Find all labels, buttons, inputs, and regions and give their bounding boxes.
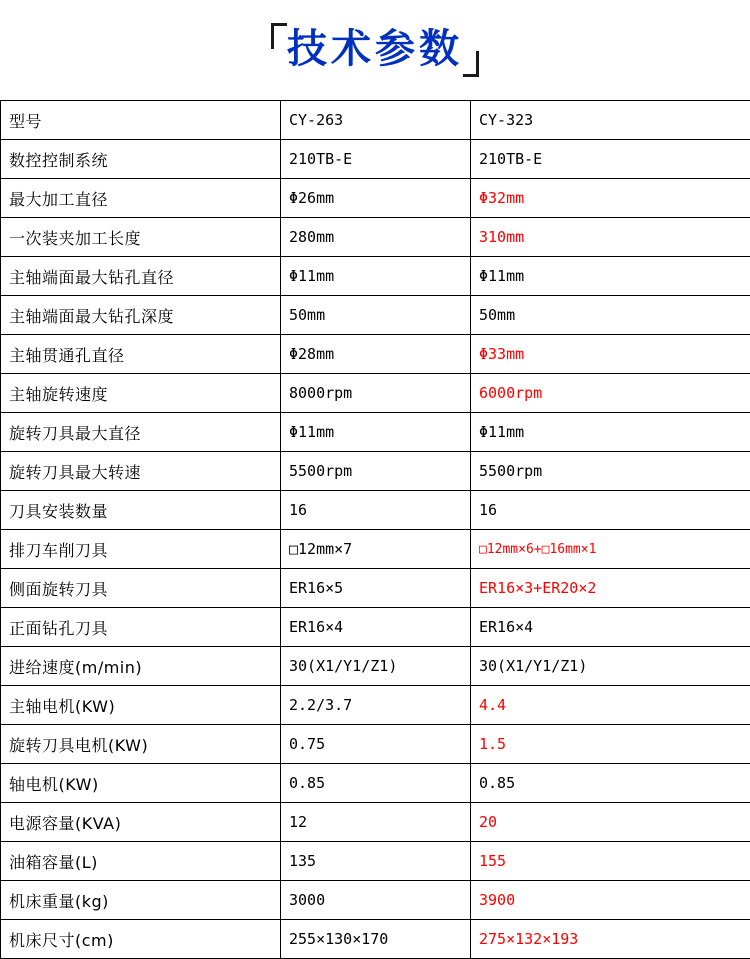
spec-value-cy263-cell: ER16×5 xyxy=(281,569,471,608)
table-row xyxy=(1,725,750,764)
spec-value-cy323-cell: 155 xyxy=(471,842,750,881)
spec-value-cy323-cell: 275×132×193 xyxy=(471,920,750,959)
spec-value-cy323-cell: ER16×3+ER20×2 xyxy=(471,569,750,608)
spec-value-cy263-cell: 210TB-E xyxy=(281,140,471,179)
table-row xyxy=(1,257,750,296)
spec-label-cell: 主轴端面最大钻孔深度 xyxy=(1,296,281,335)
title-frame xyxy=(271,23,479,77)
spec-value-cy263-cell: 50mm xyxy=(281,296,471,335)
spec-value-cy323-cell: Φ33mm xyxy=(471,335,750,374)
spec-value-cy263-cell: 0.85 xyxy=(281,764,471,803)
spec-label-cell: 进给速度(m/min) xyxy=(1,647,281,686)
spec-label-cell: 旋转刀具最大转速 xyxy=(1,452,281,491)
spec-value-cy263-cell: CY-263 xyxy=(281,101,471,140)
spec-value-cy263-cell: 255×130×170 xyxy=(281,920,471,959)
specifications-table-body xyxy=(1,101,750,959)
spec-value-cy323-cell: 3900 xyxy=(471,881,750,920)
spec-value-cy263-cell: 5500rpm xyxy=(281,452,471,491)
table-row xyxy=(1,296,750,335)
spec-value-cy263-cell: □12mm×7 xyxy=(281,530,471,569)
spec-value-cy263-cell: 16 xyxy=(281,491,471,530)
table-row xyxy=(1,491,750,530)
table-row xyxy=(1,218,750,257)
spec-label-cell: 机床重量(kg) xyxy=(1,881,281,920)
spec-label-cell: 排刀车削刀具 xyxy=(1,530,281,569)
spec-value-cy323-cell: ER16×4 xyxy=(471,608,750,647)
spec-value-cy263-cell: Φ11mm xyxy=(281,257,471,296)
spec-value-cy323-cell: 30(X1/Y1/Z1) xyxy=(471,647,750,686)
spec-label-cell: 主轴旋转速度 xyxy=(1,374,281,413)
table-row xyxy=(1,842,750,881)
spec-label-cell: 数控控制系统 xyxy=(1,140,281,179)
spec-value-cy263-cell: Φ28mm xyxy=(281,335,471,374)
spec-label-cell: 旋转刀具最大直径 xyxy=(1,413,281,452)
spec-value-cy323-cell: Φ11mm xyxy=(471,257,750,296)
specifications-table xyxy=(0,100,750,959)
spec-label-cell: 侧面旋转刀具 xyxy=(1,569,281,608)
spec-label-cell: 刀具安装数量 xyxy=(1,491,281,530)
table-row xyxy=(1,608,750,647)
table-row xyxy=(1,374,750,413)
spec-value-cy323-cell: 20 xyxy=(471,803,750,842)
spec-value-cy263-cell: Φ11mm xyxy=(281,413,471,452)
spec-value-cy323-cell: 16 xyxy=(471,491,750,530)
table-row xyxy=(1,179,750,218)
spec-value-cy323-cell: 0.85 xyxy=(471,764,750,803)
table-row xyxy=(1,140,750,179)
spec-value-cy323-cell: 1.5 xyxy=(471,725,750,764)
table-row xyxy=(1,686,750,725)
spec-label-cell: 电源容量(KVA) xyxy=(1,803,281,842)
spec-value-cy323-cell: Φ32mm xyxy=(471,179,750,218)
spec-label-cell: 主轴电机(KW) xyxy=(1,686,281,725)
spec-value-cy263-cell: 8000rpm xyxy=(281,374,471,413)
spec-value-cy323-cell: 4.4 xyxy=(471,686,750,725)
spec-label-cell: 主轴贯通孔直径 xyxy=(1,335,281,374)
spec-value-cy263-cell: ER16×4 xyxy=(281,608,471,647)
spec-value-cy323-cell: 210TB-E xyxy=(471,140,750,179)
table-row xyxy=(1,530,750,569)
spec-label-cell: 正面钻孔刀具 xyxy=(1,608,281,647)
spec-value-cy323-cell: Φ11mm xyxy=(471,413,750,452)
table-row xyxy=(1,881,750,920)
table-row xyxy=(1,803,750,842)
table-row xyxy=(1,101,750,140)
spec-value-cy263-cell: 0.75 xyxy=(281,725,471,764)
spec-value-cy323-cell: 6000rpm xyxy=(471,374,750,413)
spec-value-cy323-cell: □12mm×6+□16mm×1 xyxy=(471,530,750,569)
spec-value-cy263-cell: 30(X1/Y1/Z1) xyxy=(281,647,471,686)
spec-value-cy263-cell: 280mm xyxy=(281,218,471,257)
table-row xyxy=(1,647,750,686)
title-corner-right xyxy=(476,51,479,77)
table-row xyxy=(1,452,750,491)
table-row xyxy=(1,413,750,452)
spec-label-cell: 旋转刀具电机(KW) xyxy=(1,725,281,764)
spec-value-cy323-cell: 5500rpm xyxy=(471,452,750,491)
table-row xyxy=(1,569,750,608)
spec-value-cy263-cell: 12 xyxy=(281,803,471,842)
spec-label-cell: 型号 xyxy=(1,101,281,140)
spec-value-cy263-cell: 3000 xyxy=(281,881,471,920)
title-area xyxy=(0,0,750,100)
spec-label-cell: 一次装夹加工长度 xyxy=(1,218,281,257)
table-row xyxy=(1,764,750,803)
spec-label-cell: 油箱容量(L) xyxy=(1,842,281,881)
spec-value-cy323-cell: CY-323 xyxy=(471,101,750,140)
spec-value-cy323-cell: 310mm xyxy=(471,218,750,257)
table-row xyxy=(1,920,750,959)
spec-value-cy263-cell: Φ26mm xyxy=(281,179,471,218)
spec-label-cell: 机床尺寸(cm) xyxy=(1,920,281,959)
table-row xyxy=(1,335,750,374)
spec-label-cell: 最大加工直径 xyxy=(1,179,281,218)
spec-label-cell: 主轴端面最大钻孔直径 xyxy=(1,257,281,296)
spec-value-cy263-cell: 2.2/3.7 xyxy=(281,686,471,725)
spec-value-cy323-cell: 50mm xyxy=(471,296,750,335)
spec-label-cell: 轴电机(KW) xyxy=(1,764,281,803)
spec-value-cy263-cell: 135 xyxy=(281,842,471,881)
page-title: 技术参数 xyxy=(287,29,463,69)
